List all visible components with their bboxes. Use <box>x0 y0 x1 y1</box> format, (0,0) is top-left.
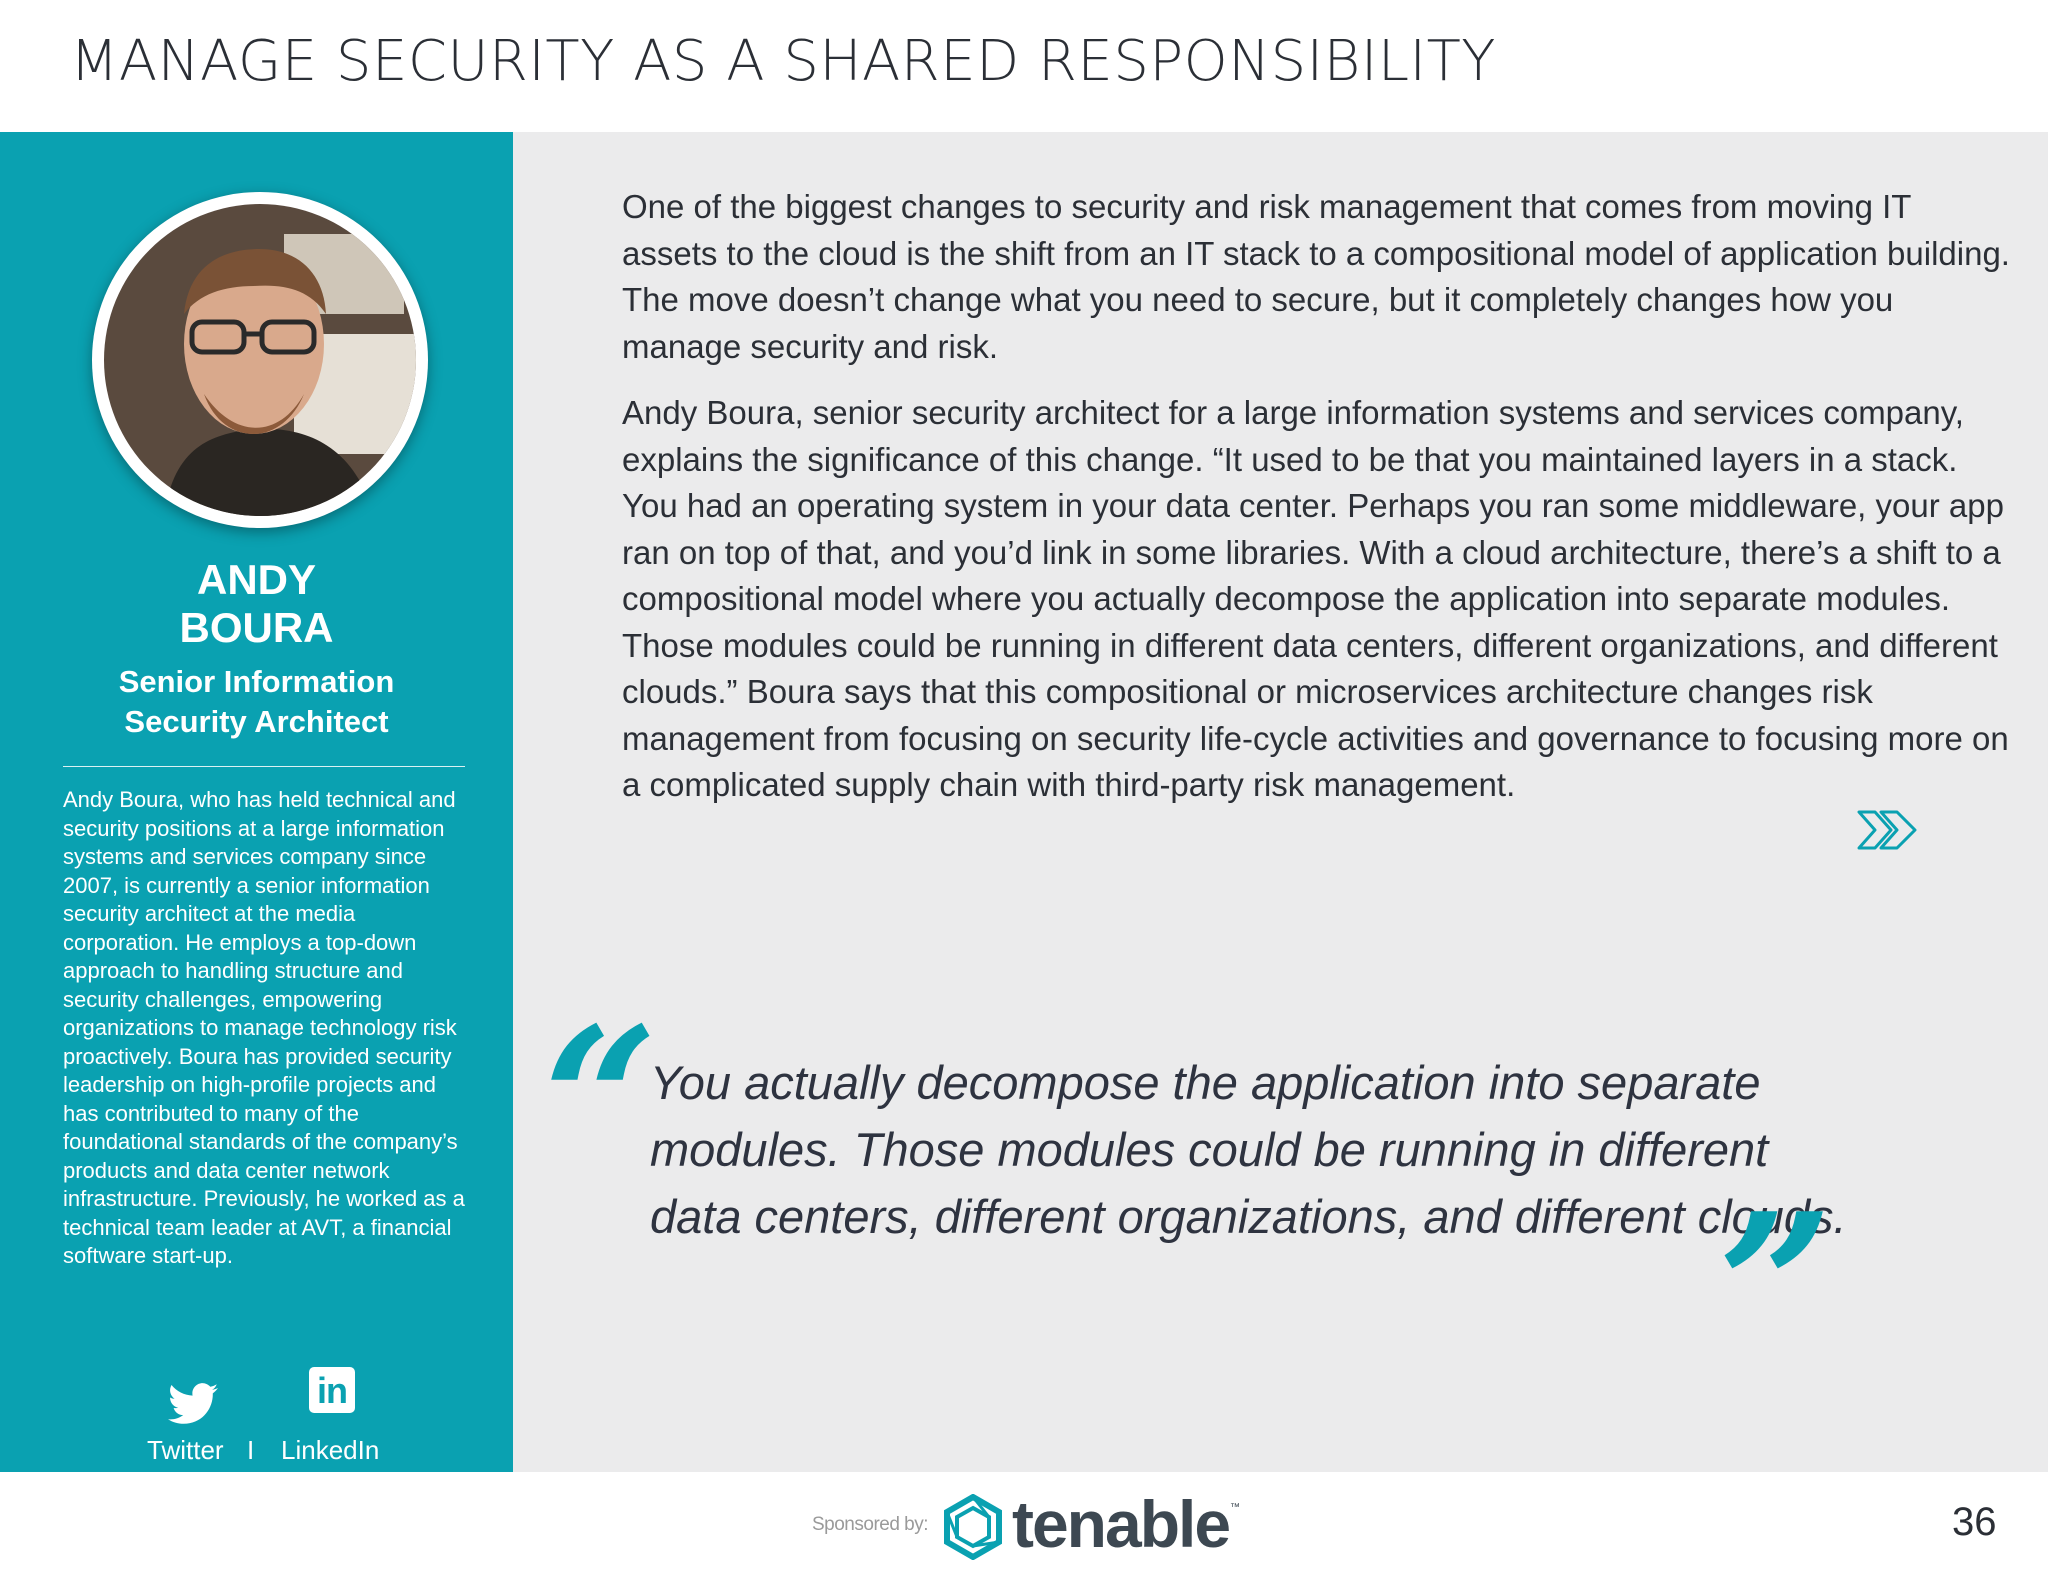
author-photo <box>104 204 416 516</box>
social-links <box>0 1357 513 1467</box>
footer <box>0 1472 2048 1582</box>
avatar <box>92 192 428 528</box>
article-panel <box>513 132 2048 1472</box>
author-role-line1: Senior Information <box>118 664 395 699</box>
trademark-mark: ™ <box>1230 1502 1240 1513</box>
pull-quote: You actually decompose the application into separate modules. Those modules could be running in different data centers, different organizations, and different clouds. <box>650 1056 1847 1243</box>
article-paragraph-2: Andy Boura, senior security architect for a large information systems and services company, explains the significance of this change. “It used to be that you maintained layers in a stack. You had an operating system in your data center. Perhaps you ran some middleware, your app ran on top of that, and you’d link in some libraries. With a cloud architecture, there’s a shift to a compositional model where you actually decompose the application into separate modules. Those modules could be running in different data centers, different organizations, and different clouds.” Boura says that this compositional or microservices architecture changes risk management from focusing on security life-cycle activities and governance to focusing more on a complicated supply chain with third-party risk management. <box>622 394 2009 803</box>
author-first-name: ANDY <box>196 556 316 603</box>
open-quote-icon: “ <box>543 984 659 1219</box>
page-number: 36 <box>1952 1500 1997 1544</box>
tenable-logo: tenable <box>1012 1487 1230 1561</box>
author-role-line2: Security Architect <box>124 704 389 739</box>
close-quote-icon: ” <box>1718 1170 1834 1405</box>
author-bio: Andy Boura, who has held technical and security positions at a large information systems and services company since 2007, is currently a senior information security architect at the media corporation. He employs a top-down approach to handling structure and security challenges, empowering organizations to manage technology risk proactively. Boura has provided security leadership on high-profile projects and has contributed to many of the foundational standards of the company’s products and data center network infrastructure. Previously, he worked as a technical team leader at AVT, a financial software start-up. <box>63 787 465 1268</box>
social-separator: I <box>247 1435 255 1465</box>
article-paragraph-1: One of the biggest changes to security and risk management that comes from moving IT assets to the cloud is the shift from an IT stack to a compositional model of application building. The move doesn’t change what you need to secure, but it completely changes how you manage security and risk. <box>622 188 2010 365</box>
tenable-hexagon-icon <box>940 1494 1006 1560</box>
double-chevron-right-icon[interactable] <box>1857 808 1919 852</box>
author-role <box>0 662 513 742</box>
linkedin-link[interactable]: LinkedIn <box>281 1435 380 1465</box>
author-name <box>0 556 513 652</box>
author-last-name: BOURA <box>179 604 334 651</box>
page-title: MANAGE SECURITY AS A SHARED RESPONSIBILITY <box>70 29 1496 94</box>
author-sidebar <box>0 132 513 1472</box>
linkedin-icon[interactable]: in <box>309 1367 355 1413</box>
twitter-icon[interactable] <box>168 1383 218 1425</box>
sidebar-divider <box>63 766 465 767</box>
sponsored-label: Sponsored by: <box>812 1514 929 1535</box>
twitter-link[interactable]: Twitter <box>147 1435 224 1465</box>
